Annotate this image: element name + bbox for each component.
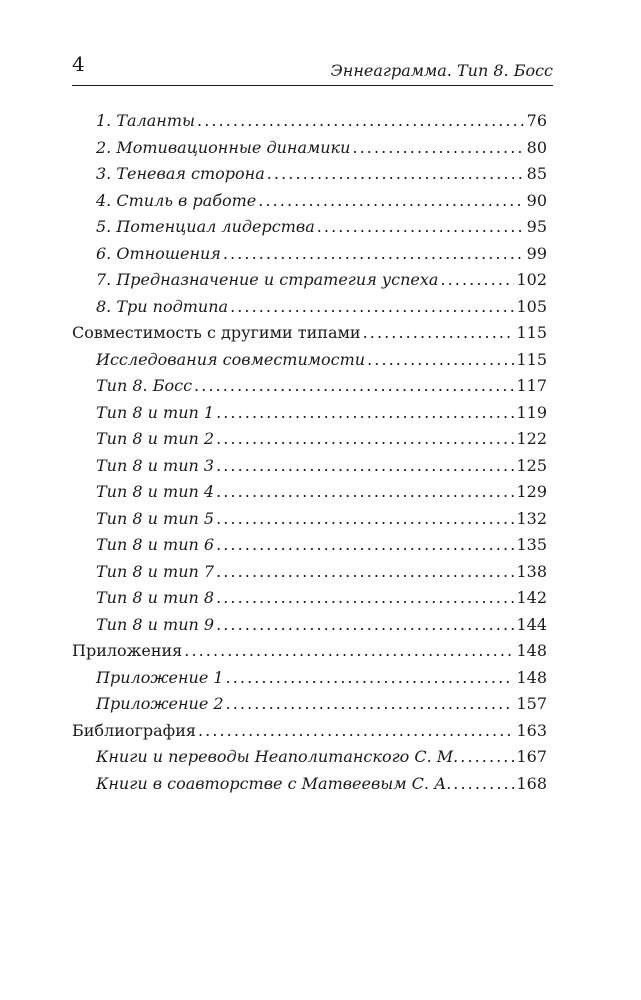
toc-entry-page-number: 148 [516,641,547,660]
toc-entry-title: Книги и переводы Неаполитанского С. М. [96,747,459,766]
toc-entry [72,347,547,374]
toc-entry [72,267,547,294]
toc-entry [72,108,547,135]
toc-entry-title: 3. Теневая сторона [96,164,265,183]
toc-entry [72,426,547,453]
dot-leader [460,744,514,771]
toc-entry-page-number: 119 [516,402,547,422]
toc-entry-title: 1. Таланты [96,111,196,130]
page-header [72,50,553,88]
toc-entry-page-number: 115 [516,323,547,342]
toc-entry [72,400,547,427]
toc-entry-page-number: 99 [526,243,547,263]
dot-leader [453,771,514,798]
toc-entry [72,479,547,506]
toc-entry-title: Тип 8 и тип 9 [96,614,215,634]
toc-entry-page-number: 115 [516,349,547,369]
toc-entry-page-number: 132 [516,508,547,528]
toc-entry [72,241,547,268]
toc-entry-page-number: 76 [526,111,547,130]
toc-entry [72,718,547,745]
table-of-contents [72,108,547,797]
toc-entry [72,320,547,347]
toc-entry [72,506,547,533]
toc-entry-title: Тип 8 и тип 7 [96,561,215,581]
toc-entry-page-number: 85 [526,164,547,183]
toc-entry-page-number: 90 [526,190,547,210]
dot-leader [226,691,515,718]
toc-entry-title: Тип 8 и тип 1 [96,402,215,422]
dot-leader [216,479,514,506]
toc-entry [72,214,547,241]
toc-entry [72,771,547,798]
toc-entry [72,638,547,665]
toc-entry-title: 2. Мотивационные динамики [96,137,351,157]
dot-leader [267,161,525,188]
toc-entry-page-number: 168 [516,773,547,793]
toc-entry-page-number: 105 [516,296,547,316]
dot-leader [230,294,514,321]
page-number: 4 [72,52,85,76]
toc-entry [72,453,547,480]
toc-entry-title: 5. Потенциал лидерства [96,217,315,236]
toc-entry [72,188,547,215]
toc-entry-page-number: 102 [516,270,547,289]
dot-leader [216,453,514,480]
toc-entry-page-number: 135 [516,535,547,554]
toc-entry-page-number: 117 [516,376,547,395]
toc-entry-title: Тип 8 и тип 4 [96,482,215,501]
dot-leader [184,638,514,665]
toc-entry [72,559,547,586]
dot-leader [216,612,514,639]
dot-leader [216,532,514,559]
dot-leader [216,585,514,612]
dot-leader [367,347,514,374]
toc-entry-title: Приложение 1 [96,667,224,687]
toc-entry-page-number: 122 [516,429,547,448]
toc-entry-page-number: 144 [516,614,547,634]
toc-entry-title: 7. Предназначение и стратегия успеха [96,270,439,289]
toc-entry [72,294,547,321]
toc-entry-title: Тип 8 и тип 8 [96,588,215,607]
toc-entry-page-number: 95 [526,217,547,236]
toc-entry-title: Приложения [72,641,183,660]
toc-entry [72,373,547,400]
toc-entry-title: Совместимость с другими типами [72,323,361,342]
toc-entry-page-number: 163 [516,720,547,740]
toc-entry-title: Тип 8 и тип 6 [96,535,215,554]
header-rule [72,85,553,86]
dot-leader [197,108,525,135]
dot-leader [216,426,514,453]
toc-entry-title: Книги в соавторстве с Матвеевым С. А. [96,773,452,793]
toc-entry-title: Приложение 2 [96,694,224,713]
toc-entry-title: Тип 8. Босс [96,376,193,395]
toc-entry [72,665,547,692]
toc-entry-title: 6. Отношения [96,243,221,263]
toc-entry-page-number: 167 [516,747,547,766]
toc-entry-title: Тип 8 и тип 5 [96,508,215,528]
toc-entry [72,532,547,559]
toc-entry-title: Тип 8 и тип 2 [96,429,215,448]
toc-entry-page-number: 80 [526,137,547,157]
running-title: Эннеаграмма. Тип 8. Босс [330,61,553,80]
dot-leader [223,241,525,268]
dot-leader [198,718,514,745]
dot-leader [216,400,514,427]
dot-leader [216,559,514,586]
toc-entry [72,585,547,612]
dot-leader [363,320,515,347]
toc-entry-title: 4. Стиль в работе [96,190,257,210]
toc-entry-page-number: 142 [516,588,547,607]
toc-entry [72,161,547,188]
toc-entry-page-number: 129 [516,482,547,501]
dot-leader [440,267,514,294]
toc-entry [72,135,547,162]
dot-leader [216,506,514,533]
toc-entry [72,691,547,718]
toc-entry-title: Тип 8 и тип 3 [96,455,215,475]
toc-entry [72,744,547,771]
dot-leader [226,665,515,692]
dot-leader [258,188,524,215]
toc-entry-page-number: 157 [516,694,547,713]
toc-entry-title: 8. Три подтипа [96,296,229,316]
dot-leader [352,135,524,162]
toc-entry-page-number: 148 [516,667,547,687]
toc-entry-page-number: 138 [516,561,547,581]
toc-entry-title: Библиография [72,720,196,740]
dot-leader [317,214,525,241]
toc-entry-page-number: 125 [516,455,547,475]
toc-entry-title: Исследования совместимости [96,349,366,369]
dot-leader [194,373,514,400]
toc-entry [72,612,547,639]
